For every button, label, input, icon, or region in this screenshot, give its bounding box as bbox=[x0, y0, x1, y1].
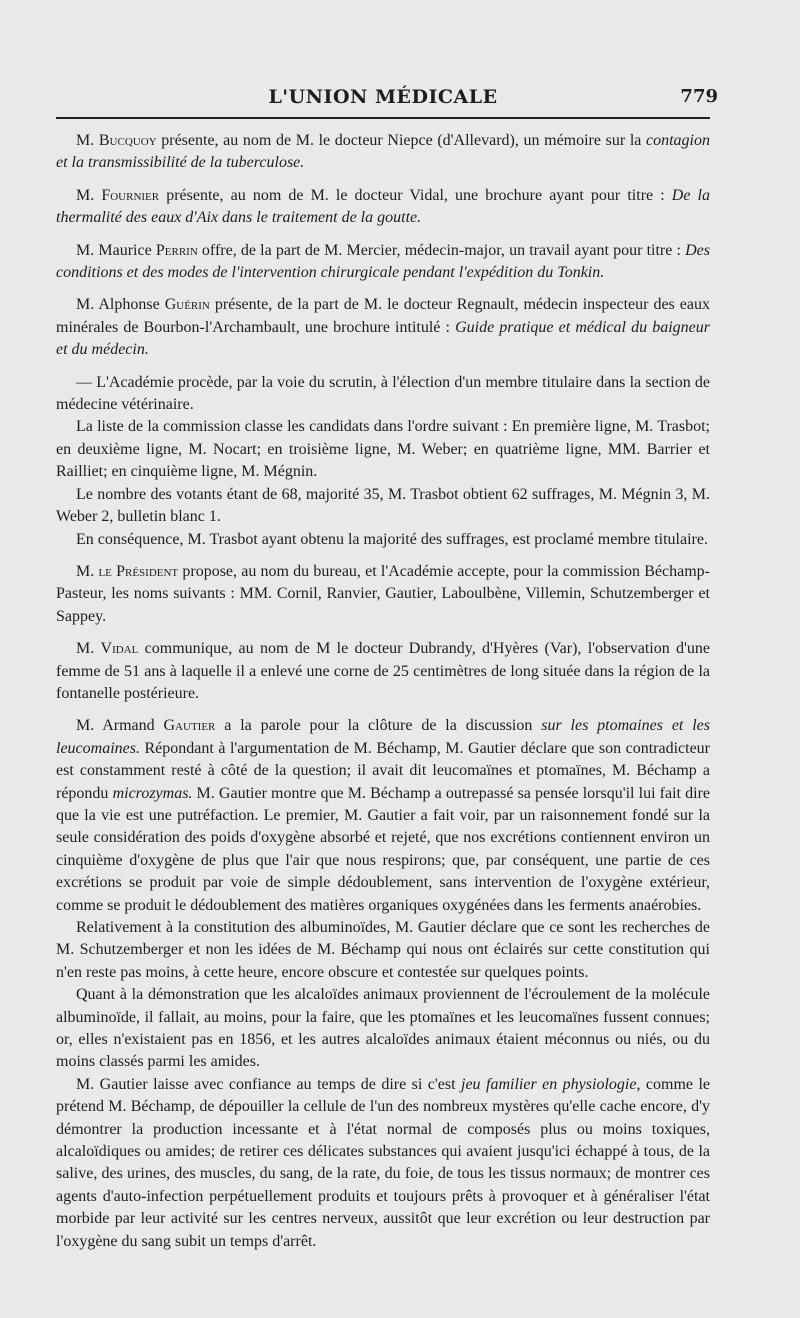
paragraph-bucquoy: M. Bucquoy présente, au nom de M. le docteur Niepce (d'Allevard), un mémoire sur la contagion et la transmissibilité de la tuberculose. bbox=[56, 132, 710, 172]
name-vidal: Vidal bbox=[100, 640, 139, 658]
paragraph-candidate-list: La liste de la commission classe les candidats dans l'ordre suivant : En première ligne, M. Trasbot; en deuxième ligne, M. Nocart; en troisième ligne, M. Weber; en quatrième ligne, MM. Barrier et Railliet; en cinquième ligne, M. Mégnin. bbox=[56, 418, 710, 481]
discussion-title: sur les ptomaines et les leucomaines. bbox=[56, 717, 710, 757]
work-title: Guide pratique et médical du baigneur et du médecin. bbox=[56, 318, 710, 359]
page-number: 779 bbox=[680, 86, 718, 107]
name-perrin: Perrin bbox=[155, 241, 198, 259]
paragraph-perrin: M. Maurice Perrin offre, de la part de M. Mercier, médecin-major, un travail ayant pour titre : Des conditions et des modes de l'intervention chirurgicale pendant l'expédition du Tonkin. bbox=[56, 241, 710, 282]
article-body bbox=[56, 130, 710, 1253]
work-title: Des conditions et des modes de l'intervention chirurgicale pendant l'expédition du Tonkin. bbox=[56, 241, 710, 282]
quote-jeu-familier: jeu familier en physiologie, bbox=[461, 1075, 641, 1093]
paragraph-conclusion: M. Gautier laisse avec confiance au temps de dire si c'est jeu familier en physiologie, comme le prétend M. Béchamp, de dépouiller la cellule de l'un des nombreux mystères qu'elle cache encore, d'y démontrer la production incessante et à l'état normal de composés plus ou moins toxiques, alcaloïdiques ou amides; de retirer ces délicates substances qui avaient jusqu'ici échappé à tous, de la salive, des urines, des muscles, du sang, de la rate, du foie, de tous les tissus normaux; de montrer ces agents d'auto-infection perpétuellement produits et toujours prêts à provoquer et à généraliser l'état morbide par leur activité sur les centres nerveux, aussitôt que leur excrétion ou leur destruction par l'oxygène du sang subit un temps d'arrêt. bbox=[56, 1075, 711, 1250]
paragraph-president: M. le Président propose, au nom du bureau, et l'Académie accepte, pour la commission Béchamp-Pasteur, les noms suivants : MM. Cornil, Ranvier, Gautier, Laboulbène, Villemin, Schutzemberger et Sappey. bbox=[56, 562, 711, 625]
running-header bbox=[56, 82, 718, 112]
paragraph-proclamation: En conséquence, M. Trasbot ayant obtenu la majorité des suffrages, est proclamé membre titulaire. bbox=[76, 530, 708, 548]
paragraph-guerin: M. Alphonse Guérin présente, de la part de M. le docteur Regnault, médecin inspecteur des eaux minérales de Bourbon-l'Archambault, une brochure intitulé : Guide pratique et médical du baigneur et du médecin. bbox=[56, 296, 710, 359]
work-title: contagion et la transmissibilité de la tuberculose. bbox=[56, 132, 710, 172]
name-bucquoy: Bucquoy bbox=[98, 132, 157, 149]
journal-title: L'UNION MÉDICALE bbox=[268, 86, 498, 108]
work-title: De la thermalité des eaux d'Aix dans le traitement de la goutte. bbox=[56, 186, 710, 227]
paragraph-vote-count: Le nombre des votants étant de 68, majorité 35, M. Trasbot obtient 62 suffrages, M. Mégnin 3, M. Weber 2, bulletin blanc 1. bbox=[56, 485, 710, 526]
paragraph-election: — L'Académie procède, par la voie du scrutin, à l'élection d'un membre titulaire dans la section de médecine vétérinaire. bbox=[56, 373, 710, 414]
paragraph-vidal: M. Vidal communique, au nom de M le docteur Dubrandy, d'Hyères (Var), l'observation d'une femme de 51 ans à laquelle il a enlevé une corne de 25 centimètres de long située dans la région de la fontanelle postérieure. bbox=[56, 640, 711, 702]
paragraph-gautier: M. Armand Gautier a la parole pour la clôture de la discussion sur les ptomaines et les leucomaines. Répondant à l'argumentation de M. Béchamp, M. Gautier déclare que son contradicteur est constamment resté à côté de la question; il avait dit leucomaïnes et ptomaïnes, M. Béchamp a répondu microzymas. M. Gautier montre que M. Béchamp a outrepassé sa pensée lorsqu'il lui fait dire que la vie est une putréfaction. Le premier, M. Gautier a fait voir, par un raisonnement fondé sur la seule considération des poids d'oxygène absorbé et rejeté, que nos excrétions contiennent environ un cinquième d'oxygène de plus que l'air que nous respirons; que, par conséquent, une partie de ces excrétions se produit par voie de simple dédoublement, sans intervention de l'oxygène extérieur, comme se produit le dédoublement des matières organiques oxygénées dans les ferments anaérobies. bbox=[56, 717, 711, 914]
term-microzymas: microzymas. bbox=[112, 784, 193, 802]
paragraph-albuminoides: Relativement à la constitution des albuminoïdes, M. Gautier déclare que ce sont les recherches de M. Schutzemberger et non les idées de M. Béchamp qui nous ont éclairés sur cette constitution qui n'en reste pas moins, à cette heure, encore obscure et contestée sur quelques points. bbox=[56, 919, 710, 981]
paragraph-alcaloides: Quant à la démonstration que les alcaloïdes animaux proviennent de l'écroulement de la molécule albuminoïde, il fallait, au moins, pour la faire, que les ptomaïnes et les leucomaïnes fussent connues; or, elles n'existaient pas en 1856, et les autres alcaloïdes animaux étaient méconnus ou niés, ou du moins classés parmi les amides. bbox=[56, 986, 710, 1071]
name-president: le Président bbox=[98, 562, 179, 580]
paragraph-fournier: M. Fournier présente, au nom de M. le docteur Vidal, une brochure ayant pour titre : De la thermalité des eaux d'Aix dans le traitement de la goutte. bbox=[56, 186, 710, 227]
name-gautier: Gautier bbox=[163, 717, 216, 735]
name-guerin: Guérin bbox=[164, 296, 210, 314]
name-fournier: Fournier bbox=[101, 186, 160, 204]
header-rule bbox=[56, 117, 710, 119]
